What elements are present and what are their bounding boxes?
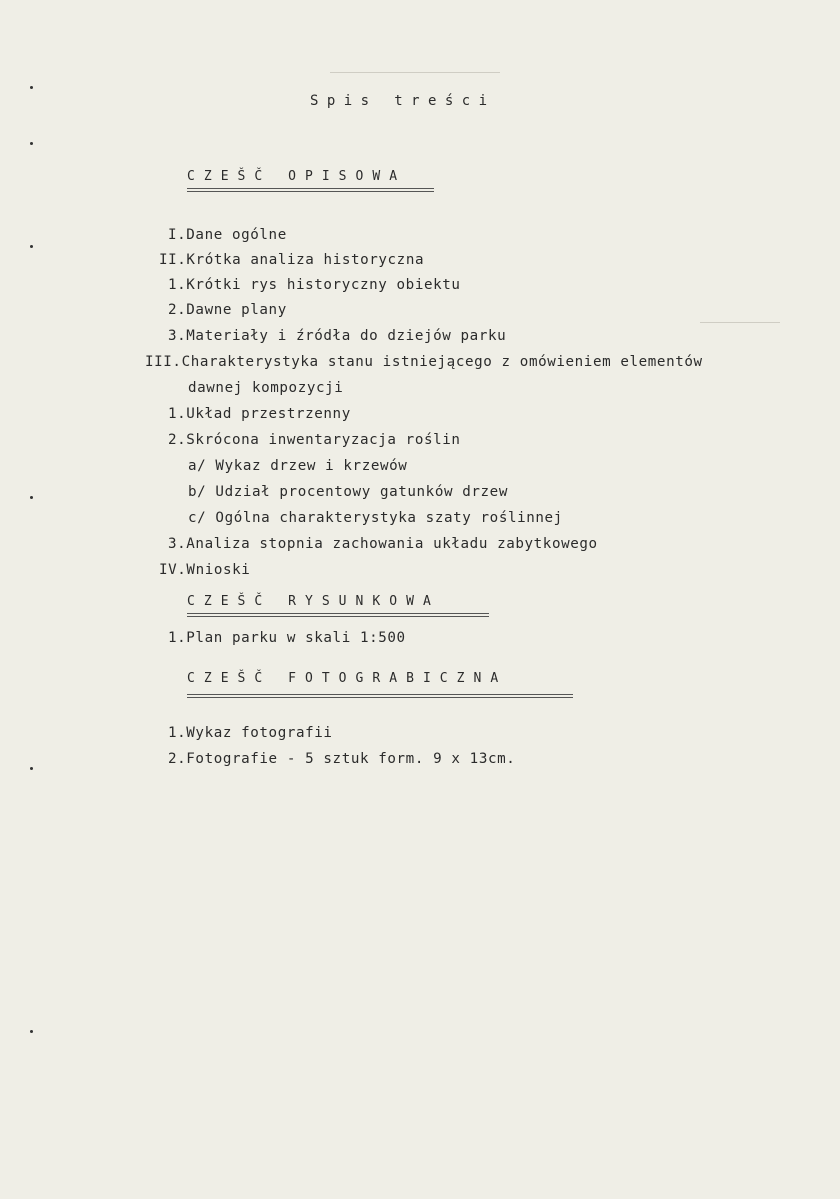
toc-item: II.Krótka analiza historyczna	[159, 252, 425, 268]
toc-item: 2.Skrócona inwentaryzacja roślin	[168, 432, 461, 448]
margin-dot	[30, 142, 33, 145]
section-heading-drawings: C Z E Š Č R Y S U N K O W A	[187, 594, 432, 609]
margin-dot	[30, 767, 33, 770]
section-heading-descriptive: C Z E Š Č O P I S O W A	[187, 169, 398, 184]
toc-item: 1.Wykaz fotografii	[168, 725, 333, 741]
margin-dot	[30, 245, 33, 248]
show-through-mark	[330, 72, 500, 73]
margin-dot	[30, 86, 33, 89]
toc-item: I.Dane ogólne	[168, 227, 287, 243]
toc-item: 3.Materiały i źródła do dziejów parku	[168, 328, 507, 344]
toc-item: 2.Dawne plany	[168, 302, 287, 318]
toc-item: c/ Ogólna charakterystyka szaty roślinnej	[188, 510, 563, 526]
toc-item: 2.Fotografie - 5 sztuk form. 9 x 13cm.	[168, 751, 516, 767]
toc-item: a/ Wykaz drzew i krzewów	[188, 458, 408, 474]
heading-underline	[187, 613, 489, 617]
heading-underline	[187, 188, 434, 192]
margin-dot	[30, 1030, 33, 1033]
section-heading-photos: C Z E Š Č F O T O G R A B I C Z N A	[187, 671, 499, 686]
toc-item: 1.Krótki rys historyczny obiektu	[168, 277, 461, 293]
toc-item: b/ Udział procentowy gatunków drzew	[188, 484, 508, 500]
toc-item: III.Charakterystyka stanu istniejącego z omówieniem elementów	[145, 354, 703, 370]
margin-dot	[30, 496, 33, 499]
toc-item: 1.Plan parku w skali 1:500	[168, 630, 406, 646]
page-title: S p i s t r e ś c i	[310, 93, 488, 109]
toc-item: 3.Analiza stopnia zachowania układu zabytkowego	[168, 536, 598, 552]
heading-underline	[187, 694, 573, 698]
toc-item: dawnej kompozycji	[188, 380, 344, 396]
show-through-mark	[700, 322, 780, 323]
toc-item: IV.Wnioski	[159, 562, 251, 578]
toc-item: 1.Układ przestrzenny	[168, 406, 351, 422]
